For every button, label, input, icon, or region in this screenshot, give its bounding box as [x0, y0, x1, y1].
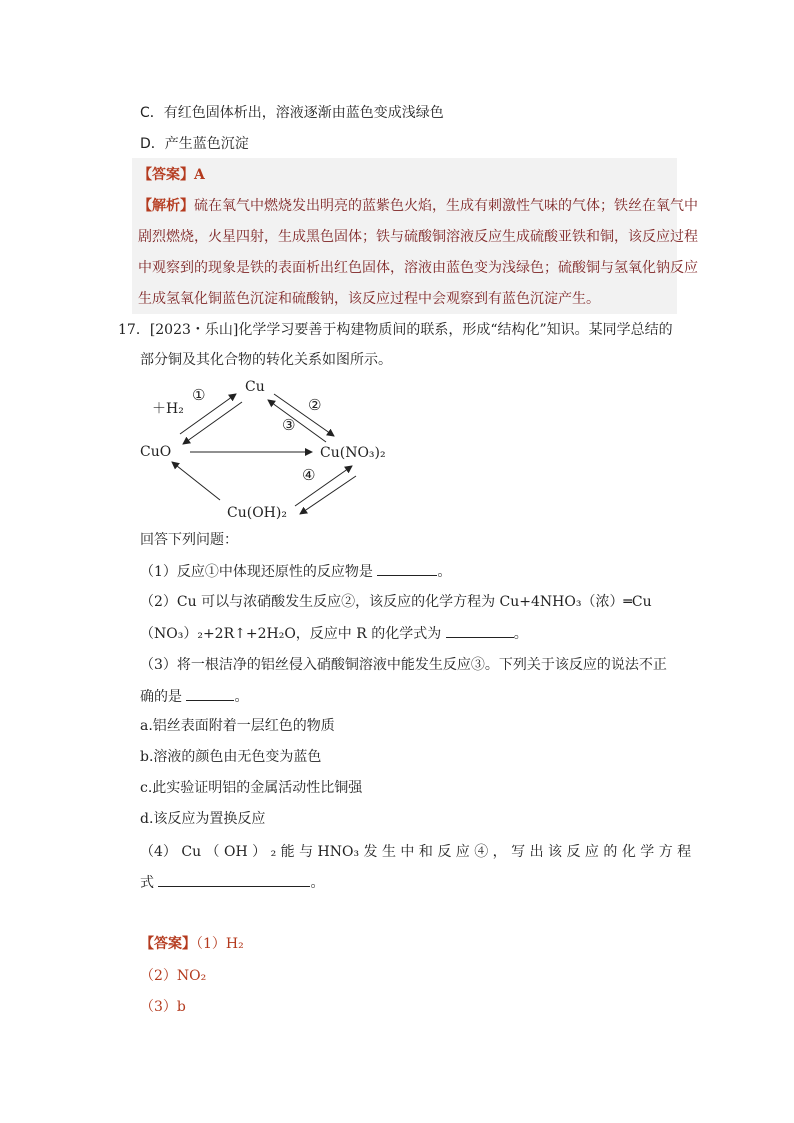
- label-r2: ②: [308, 396, 322, 414]
- q2-text: （NO₃）₂+2R↑+2H₂O，反应中 R 的化学式为: [140, 626, 442, 642]
- q3-text: 确的是: [140, 689, 182, 705]
- q17-sub2-line1: （2）Cu 可以与浓硝酸发生反应②，该反应的化学方程为 Cu+4NHO₃（浓）═Cu: [140, 594, 652, 610]
- answer-label: 【答案】: [138, 167, 194, 183]
- q17-stem-line2: 部分铜及其化合物的转化关系如图所示。: [140, 352, 392, 368]
- label-cuno3: Cu(NO₃)₂: [320, 445, 386, 461]
- q2-end: 。: [513, 626, 528, 642]
- q4-text: 式: [140, 875, 154, 891]
- q17-sub1: [140, 561, 451, 582]
- answers17-a3: （3）b: [140, 999, 186, 1015]
- q3-option-b: b.溶液的颜色由无色变为蓝色: [140, 749, 322, 765]
- label-r3: ③: [282, 416, 296, 434]
- q17-stem-line1: 17．[2023・乐山]化学学习要善于构建物质间的联系，形成“结构化”知识。某同学总结的: [118, 322, 673, 338]
- label-h2: ＋H₂: [152, 401, 184, 417]
- q3-option-a: a.铝丝表面附着一层红色的物质: [140, 718, 335, 734]
- q4-blank: [158, 872, 310, 887]
- answers17-line1: [140, 934, 244, 954]
- option-c: C．有红色固体析出，溶液逐渐由蓝色变成浅绿色: [140, 105, 444, 121]
- label-cuoh2: Cu(OH)₂: [227, 505, 287, 521]
- q1-blank: [377, 561, 437, 576]
- answers17-a2: （2）NO₂: [140, 968, 207, 984]
- analysis-label: 【解析】: [138, 198, 194, 214]
- q3-blank: [186, 686, 234, 701]
- analysis-line-4: 生成氢氧化铜蓝色沉淀和硫酸钠，该反应过程中会观察到有蓝色沉淀产生。: [138, 291, 600, 307]
- answer-value: A: [194, 167, 205, 183]
- q2-blank: [446, 623, 514, 638]
- answers17-label: 【答案】: [140, 936, 196, 952]
- q3-end: 。: [234, 689, 249, 705]
- analysis-line-2: 剧烈燃烧，火星四射，生成黑色固体；铁与硫酸铜溶液反应生成硫酸亚铁和铜，该反应过程: [138, 229, 698, 245]
- label-cuo: CuO: [140, 444, 172, 460]
- option-d: D．产生蓝色沉淀: [140, 136, 249, 152]
- q1-end: 。: [437, 564, 452, 580]
- analysis-line-3: 中观察到的现象是铁的表面析出红色固体，溶液由蓝色变为浅绿色；硫酸铜与氢氧化钠反应: [138, 260, 698, 276]
- arrow-cuo-to-cu: [180, 394, 236, 434]
- analysis-line-1: [138, 196, 698, 216]
- analysis-text-1: 硫在氧气中燃烧发出明亮的蓝紫色火焰，生成有刺激性气味的气体；铁丝在氧气中: [194, 198, 698, 214]
- q17-sub4-line2: [140, 872, 324, 893]
- q17-prompt: 回答下列问题：: [140, 532, 238, 548]
- label-r1: ①: [192, 386, 206, 404]
- label-cu: Cu: [245, 379, 265, 395]
- label-r4: ④: [302, 466, 316, 484]
- q17-sub4-line1: （4） Cu （ OH ） ₂ 能 与 HNO₃ 发 生 中 和 反 应 ④ ， 写 出 该 反 应 的 化 学 方 程: [140, 844, 692, 860]
- q17-sub3-line1: （3）将一根洁净的铝丝侵入硝酸铜溶液中能发生反应③。下列关于该反应的说法不正: [140, 657, 667, 673]
- q4-end: 。: [310, 875, 325, 891]
- arrow-cu-to-cuo: [183, 402, 242, 444]
- q17-sub3-line2: [140, 686, 248, 707]
- q1-text: （1）反应①中体现还原性的反应物是: [140, 564, 373, 580]
- arrow-cuoh2-to-cuo: [172, 462, 220, 500]
- answer-line: [138, 165, 205, 185]
- q3-option-c: c.此实验证明铝的金属活动性比铜强: [140, 780, 363, 796]
- q17-sub2-line2: [140, 623, 528, 644]
- answers17-a1: （1）H₂: [196, 936, 244, 952]
- copper-conversion-diagram: [130, 372, 410, 532]
- q3-option-d: d.该反应为置换反应: [140, 811, 266, 827]
